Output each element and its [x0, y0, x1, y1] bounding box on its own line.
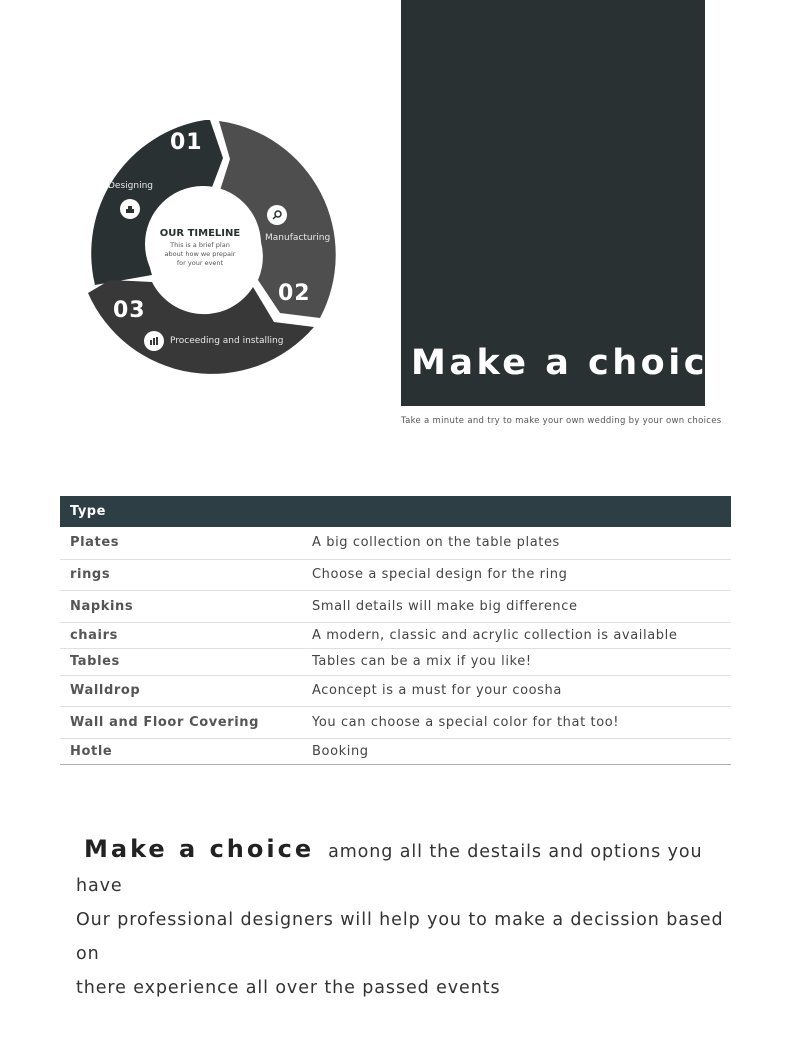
- row-type: Walldrop: [60, 675, 302, 706]
- row-type: Hotle: [60, 738, 302, 764]
- hero-title: Make a choice: [411, 343, 736, 383]
- step-label-02: Manufacturing: [265, 233, 331, 243]
- table-row: [60, 706, 731, 738]
- table-row: [60, 590, 731, 622]
- row-type: Napkins: [60, 590, 302, 622]
- row-description: You can choose a special color for that too!: [302, 706, 731, 738]
- row-description: Aconcept is a must for your coosha: [302, 675, 731, 706]
- row-description: A big collection on the table plates: [302, 527, 731, 559]
- row-description: Tables can be a mix if you like!: [302, 648, 731, 675]
- table-header-row: [60, 496, 731, 527]
- table-row: [60, 648, 731, 675]
- types-table: [60, 496, 731, 765]
- bottom-line-3: there experience all over the passed events: [76, 978, 501, 998]
- row-type: Wall and Floor Covering: [60, 706, 302, 738]
- table-row: [60, 622, 731, 648]
- search-icon: [267, 205, 287, 225]
- step-number-02: 02: [278, 281, 311, 306]
- row-description: Small details will make big difference: [302, 590, 731, 622]
- row-description: Choose a special design for the ring: [302, 559, 731, 590]
- timeline-center-title: OUR TIMELINE: [159, 228, 241, 239]
- bottom-line-1: [76, 832, 736, 903]
- step-label-01: Designing: [108, 181, 153, 191]
- table-row: [60, 675, 731, 706]
- table-row: [60, 738, 731, 764]
- step-number-01: 01: [170, 130, 203, 155]
- step-label-03: Proceeding and installing: [170, 336, 284, 346]
- timeline-diagram: [60, 110, 350, 400]
- row-type: Plates: [60, 527, 302, 559]
- hero-caption: Take a minute and try to make your own wedding by your own choices: [401, 416, 722, 426]
- bottom-heading: Make a choice: [84, 835, 315, 863]
- bottom-line-1-text: among all the destails and options you have: [76, 842, 703, 896]
- row-description: A modern, classic and acrylic collection is available: [302, 622, 731, 648]
- step-number-03: 03: [113, 298, 146, 323]
- cake-icon: [120, 199, 140, 219]
- row-type: Tables: [60, 648, 302, 675]
- table-header-type: Type: [60, 496, 731, 527]
- row-type: rings: [60, 559, 302, 590]
- row-type: chairs: [60, 622, 302, 648]
- table-row: [60, 527, 731, 559]
- timeline-center-text: This is a brief plan about how we prepair for your event: [164, 241, 236, 267]
- bottom-line-2: Our professional designers will help you to make a decission based on: [76, 910, 724, 964]
- table-row: [60, 559, 731, 590]
- row-description: Booking: [302, 738, 731, 764]
- bar-chart-icon: [144, 331, 164, 351]
- bottom-paragraph: [76, 832, 736, 1005]
